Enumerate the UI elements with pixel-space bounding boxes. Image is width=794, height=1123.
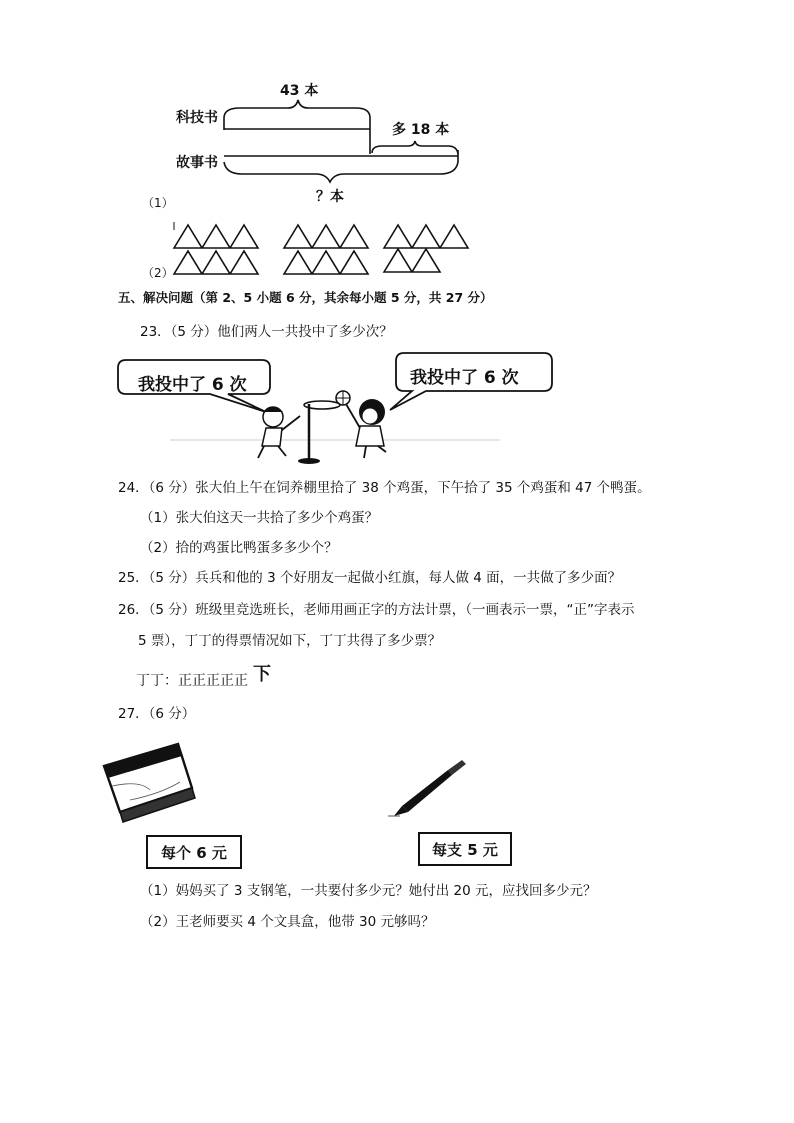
gushi-label: 故事书: [176, 155, 218, 171]
pen-price: [418, 832, 512, 866]
total-label: 43 本: [280, 83, 319, 99]
item-number-2: （2）: [142, 266, 174, 280]
item-number-1: （1）: [142, 196, 174, 210]
pencil-box-price: [146, 835, 242, 869]
question-26-line-2: 5 票），丁丁的得票情况如下，丁丁共得了多少票？: [138, 633, 442, 649]
question-25: 25．（5 分）兵兵和他的 3 个好朋友一起做小红旗，每人做 4 面，一共做了多少面？: [118, 570, 622, 586]
question-26-line-1: 26．（5 分）班级里竞选班长，老师用画正字的方法计票，（一画表示一票，“正”字表示: [118, 602, 635, 618]
tally-partial: 下: [253, 664, 271, 685]
question-27: 27．（6 分）: [118, 706, 196, 722]
more-label: 多 18 本: [392, 122, 450, 138]
section-title: 五、解决问题（第 2、5 小题 6 分，其余每小题 5 分，共 27 分）: [118, 290, 493, 305]
pen-icon: [388, 760, 466, 816]
keji-label: 科技书: [176, 110, 218, 126]
pencil-box-price-label: 每个 6 元: [161, 843, 227, 862]
unknown-total-label: ？本: [316, 189, 344, 205]
tally-marks: 丁丁：正正正正正: [136, 673, 248, 689]
speech-bubble-right: 我投中了 6 次: [410, 368, 519, 388]
question-27-part-2: （2）王老师要买 4 个文具盒，他带 30 元够吗？: [140, 914, 435, 930]
question-24-part-1: （1）张大伯这天一共拾了多少个鸡蛋？: [140, 510, 379, 526]
pencil-box-icon: [104, 744, 195, 822]
speech-bubble-left: 我投中了 6 次: [138, 375, 247, 395]
question-23: 23．（5 分）他们两人一共投中了多少次？: [140, 324, 393, 340]
question-24: 24．（6 分）张大伯上午在饲养棚里拾了 38 个鸡蛋，下午拾了 35 个鸡蛋和 47 个鸭蛋。: [118, 480, 651, 496]
question-27-part-1: （1）妈妈买了 3 支钢笔，一共要付多少元？她付出 20 元，应找回多少元？: [140, 883, 597, 899]
pen-price-label: 每支 5 元: [432, 840, 498, 859]
question-24-part-2: （2）拾的鸡蛋比鸭蛋多多少个？: [140, 540, 338, 556]
